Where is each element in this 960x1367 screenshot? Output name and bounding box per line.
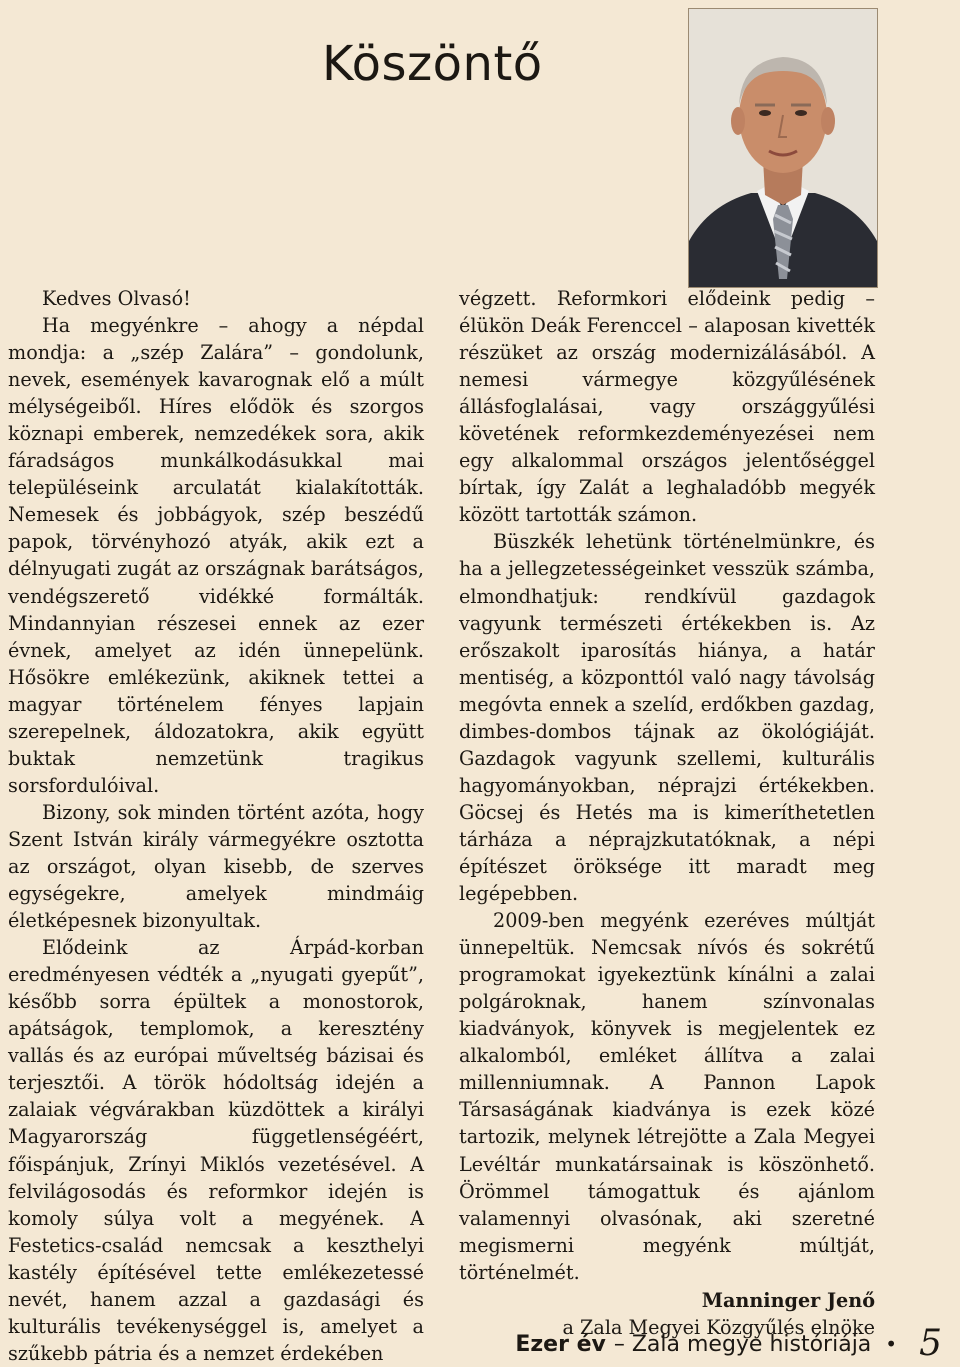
page-footer [515, 1323, 942, 1364]
portrait-illustration [689, 9, 877, 287]
page-title: Köszöntő [322, 36, 543, 92]
paragraph: Büszkék lehetünk történelmünkre, és ha a jellegzetességeinket vesszük számba, elmondhatjuk: rendkívül gazdagok vagyunk természeti értékekben is. Az erőszakolt iparosítás hiánya, a határ mentiség, a központtól való nagy távolság megóvta ennek a szelíd, erdőkben gazdag, dimbes-dombos tájnak az ökológiáját. Gazdagok vagyunk szellemi, kulturális hagyományokban, néprajzi értékekben. Göcsej és Hetés ma is kimeríthetetlen tárháza a néprajzkutatóknak, a népi építészet öröksége itt maradt meg legépebben. [459, 530, 875, 906]
paragraph: végzett. Reformkori elődeink pedig – élükön Deák Ferenccel – alaposan kivették részüket az ország modernizálásából. A nemesi vármegye közgyűlésének állásfoglalásai, vagy országgyűlési követének reformkezdeményezései nem egy alkalommal országos jelentőséggel bírtak, így Zalát a leghaladóbb megyék között tartották számon. [459, 287, 875, 527]
page-number: 5 [919, 1323, 942, 1364]
paragraph: Bizony, sok minden történt azóta, hogy Szent István király vármegyékre osztotta az országot, olyan kisebb, de szerves egységekre, amelyek mindmáig életképesnek bizonyultak. [8, 800, 424, 933]
publication-brand: Ezer év [515, 1331, 606, 1357]
signature-name: Manninger Jenő [701, 1288, 875, 1312]
publication-subtitle: – Zala megye históriája [613, 1331, 872, 1357]
right-text-column [459, 285, 875, 1341]
paragraph: Ha megyénkre – ahogy a népdal mondja: a „szép Zalára” – gondolunk, nevek, események kavarognak elő a múlt mélységeiből. Híres elődök és szorgos köznapi emberek, nemzedékek sora, akik fáradságos munkálkodásukkal mai településeink arculatát kialakították. Nemesek és jobbágyok, szép beszédű papok, törvényhozó atyák, akik ezt a délnyugati zugát az országnak barátságos, vendégszerető vidékké formálták. Mindannyian részesei ennek az ezer évnek, amelyet az idén ünnepelünk. Hősökre emlékezünk, akiknek tettei a magyar történelem fényes lapjain szerepelnek, áldozatokra, akik együtt buktak nemzetünk tragikus sorsfordulóival. [8, 314, 424, 797]
left-text-column [8, 285, 424, 1367]
paragraph: Elődeink az Árpád-korban eredményesen védték a „nyugati gyepűt”, később sorra épültek a monostorok, apátságok, templomok, a keresztény vallás és az európai műveltség bázisai és terjesztői. A török hódoltság idején a zalaiak végvárakban küzdöttek a királyi Magyarország függetlenségéért, főispánjuk, Zrínyi Miklós vezetésével. A felvilágosodás és reformkor idején is komoly súlya volt a megyének. A Festetics-család nemcsak a keszthelyi kastély építésével tette emlékezetessé nevét, hanem azzal a gazdasági és kulturális tevékenységgel is, amelyet a szűkebb pátria és a nemzet érdekében [8, 936, 424, 1365]
paragraph: 2009-ben megyénk ezeréves múltját ünnepeltük. Nemcsak nívós és sokrétű programokat igyekeztünk kínálni a zalai polgároknak, hanem színvonalas kiadványok, könyvek is megjelentek ez alkalomból, emléket állítva a zalai millenniumnak. A Pannon Lapok Társaságának kiadványa is ezek közé tartozik, melynek létrejötte a Zala Megyei Levéltár munkatársainak is köszönhető. Örömmel támogattuk és ajánlom valamennyi olvasónak, aki szeretné megismerni megyénk múltját, történelmét. [459, 909, 875, 1284]
salutation: Kedves Olvasó! [42, 287, 191, 310]
portrait-photo [688, 8, 878, 288]
bullet-icon: • [885, 1332, 898, 1356]
signature-role: a Zala Megyei Közgyűlés elnöke [562, 1315, 875, 1339]
